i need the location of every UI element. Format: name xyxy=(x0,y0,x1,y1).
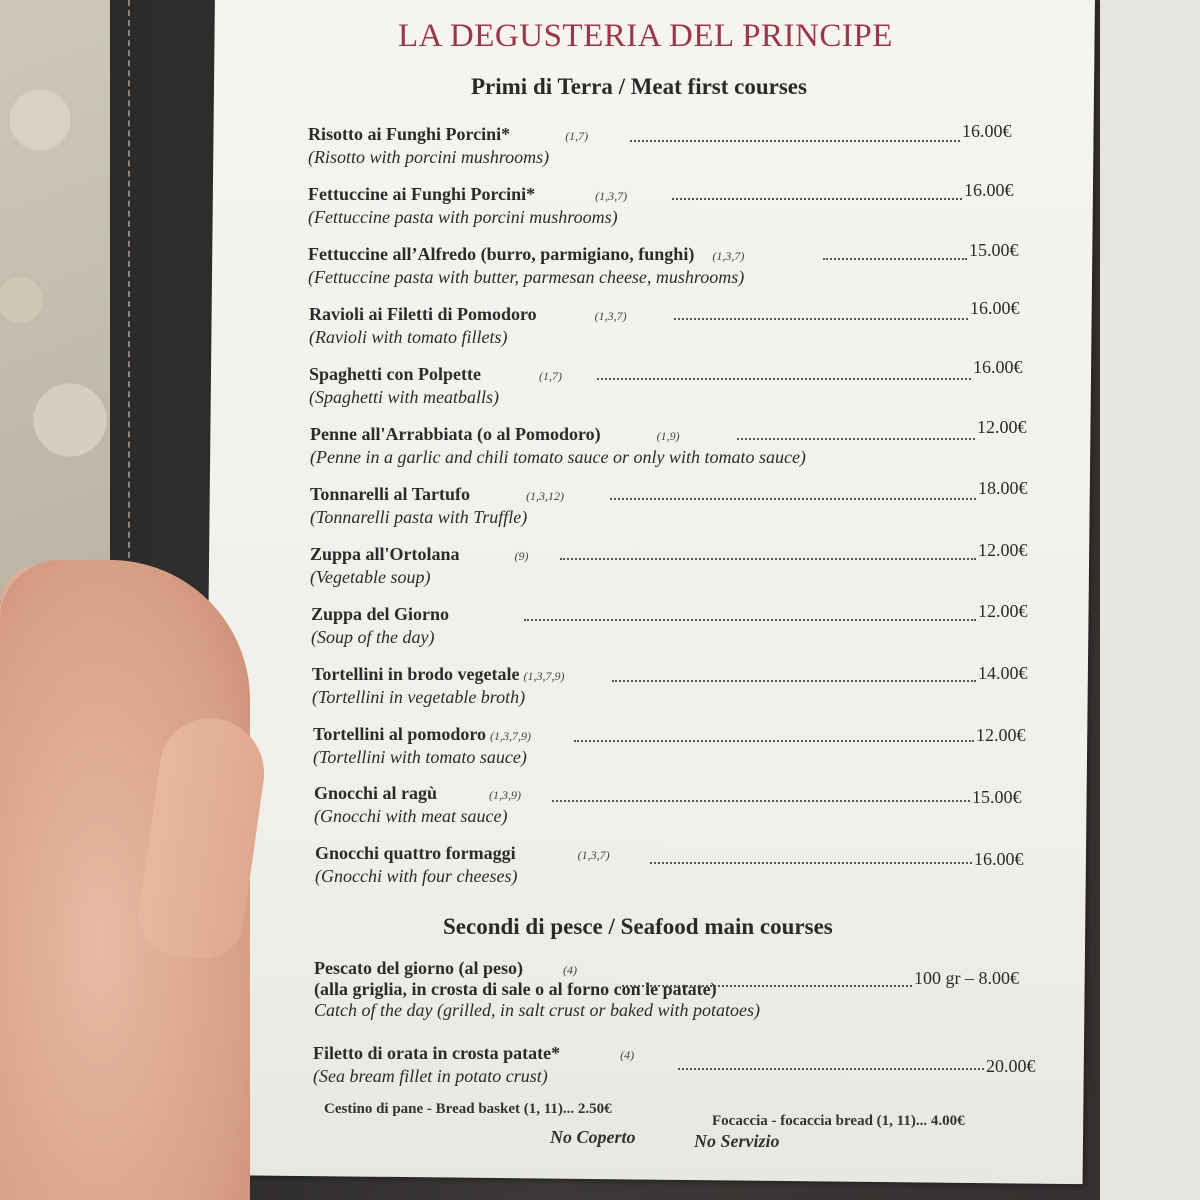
restaurant-name: LA DEGUSTERIA DEL PRINCIPE xyxy=(398,18,893,54)
menu-item-name: Tortellini in brodo vegetale xyxy=(312,664,520,684)
menu-item-translation: (Fettuccine pasta with porcini mushrooms) xyxy=(308,207,618,227)
menu-item-name: Filetto di orata in crosta patate* xyxy=(313,1043,561,1063)
menu-item-name: Fettuccine ai Funghi Porcini* xyxy=(308,184,536,204)
menu-item-translation: (Sea bream fillet in potato crust) xyxy=(313,1066,548,1086)
menu-item-name: Zuppa del Giorno xyxy=(311,604,450,624)
allergen-codes: (1,3,12) xyxy=(526,489,565,503)
menu-item-price: 15.00€ xyxy=(969,240,1019,260)
menu-item-price: 16.00€ xyxy=(970,298,1020,318)
dot-leader xyxy=(552,800,970,802)
dot-leader xyxy=(672,198,962,200)
dot-leader xyxy=(674,318,968,320)
menu-item-name: Ravioli ai Filetti di Pomodoro xyxy=(309,304,537,324)
dot-leader xyxy=(524,619,976,621)
menu-item-translation: (Tortellini with tomato sauce) xyxy=(313,747,527,767)
bread-basket-note: Cestino di pane - Bread basket (1, 11)... 2.50€ xyxy=(324,1101,612,1117)
section-title-first-courses: Primi di Terra / Meat first courses xyxy=(471,74,807,99)
menu-item xyxy=(308,244,744,288)
no-servizio-note: No Servizio xyxy=(694,1131,780,1151)
menu-item xyxy=(309,364,562,408)
allergen-codes: (1,3,7) xyxy=(712,249,745,263)
menu-item-translation: (Tonnarelli pasta with Truffle) xyxy=(310,507,528,527)
menu-item xyxy=(312,664,565,708)
menu-item-translation: (Ravioli with tomato fillets) xyxy=(309,327,508,347)
menu-item-price: 15.00€ xyxy=(972,787,1022,807)
dot-leader xyxy=(612,680,976,682)
allergen-codes: (1,9) xyxy=(656,429,680,443)
allergen-codes: (1,3,7,9) xyxy=(523,669,565,683)
menu-item-name: Tortellini al pomodoro xyxy=(313,724,487,744)
allergen-codes: (1,3,9) xyxy=(489,788,522,802)
menu-item-name: Gnocchi al ragù xyxy=(314,783,438,803)
menu-item xyxy=(313,724,531,768)
menu-item-price: 18.00€ xyxy=(978,478,1028,498)
menu-item xyxy=(314,783,521,827)
menu-item-translation: (Risotto with porcini mushrooms) xyxy=(308,147,550,167)
allergen-codes: (9) xyxy=(514,549,529,563)
allergen-codes: (1,3,7) xyxy=(577,848,610,862)
menu-item-translation: (Gnocchi with meat sauce) xyxy=(314,806,508,826)
dot-leader xyxy=(560,558,976,560)
menu-item-translation: (Penne in a garlic and chili tomato sauce or only with tomato sauce) xyxy=(310,447,806,467)
menu-item-price: 16.00€ xyxy=(973,357,1023,377)
dot-leader xyxy=(622,985,912,987)
menu-item-name: Tonnarelli al Tartufo xyxy=(310,484,471,504)
menu-item xyxy=(308,184,627,228)
menu-item-name: Gnocchi quattro formaggi xyxy=(315,843,516,863)
menu-item xyxy=(311,604,455,648)
dot-leader xyxy=(823,258,967,260)
menu-item-translation: (Tortellini in vegetable broth) xyxy=(312,687,526,707)
menu-item xyxy=(310,484,564,528)
menu-item xyxy=(310,544,529,588)
dot-leader xyxy=(610,498,976,500)
menu-item xyxy=(313,1043,634,1087)
menu-item-translation: (Gnocchi with four cheeses) xyxy=(315,866,518,886)
dot-leader xyxy=(597,378,971,380)
menu-item-price: 12.00€ xyxy=(977,417,1027,437)
allergen-codes: (1,7) xyxy=(565,129,589,143)
menu-item-price: 16.00€ xyxy=(962,121,1012,141)
menu-item-price: 14.00€ xyxy=(978,663,1028,683)
menu-item-price: 12.00€ xyxy=(978,540,1028,560)
menu-item-price: 12.00€ xyxy=(978,601,1028,621)
menu-item-translation: (Vegetable soup) xyxy=(310,567,431,587)
menu-item-name: Risotto ai Funghi Porcini* xyxy=(308,124,511,144)
allergen-codes: (1,7) xyxy=(538,369,562,383)
menu-item-price: 20.00€ xyxy=(986,1056,1036,1076)
focaccia-note: Focaccia - focaccia bread (1, 11)... 4.00€ xyxy=(712,1113,965,1129)
menu-item-translation: Catch of the day (grilled, in salt crust or baked with potatoes) xyxy=(314,1000,760,1020)
menu-item-translation: (Fettuccine pasta with butter, parmesan cheese, mushrooms) xyxy=(308,267,745,287)
menu-item-name: Penne all'Arrabbiata (o al Pomodoro) xyxy=(310,424,601,444)
menu-item-price: 16.00€ xyxy=(964,180,1014,200)
menu-item xyxy=(315,843,610,887)
allergen-codes: (4) xyxy=(562,963,577,977)
menu-item-name: Zuppa all'Ortolana xyxy=(310,544,460,564)
allergen-codes: (1,3,7) xyxy=(595,189,628,203)
menu-item xyxy=(314,958,760,1021)
section-title-seafood: Secondi di pesce / Seafood main courses xyxy=(443,914,833,939)
dot-leader xyxy=(574,740,974,742)
menu-item-translation: (Spaghetti with meatballs) xyxy=(309,387,499,407)
dot-leader xyxy=(630,140,960,142)
menu-item xyxy=(309,304,627,348)
menu-item-price: 16.00€ xyxy=(974,849,1024,869)
no-coperto-note: No Coperto xyxy=(550,1127,636,1147)
menu-item xyxy=(310,424,806,468)
menu-item-preparation: (alla griglia, in crosta di sale o al forno con le patate) xyxy=(314,979,717,999)
menu-item-translation: (Soup of the day) xyxy=(311,627,435,647)
menu-item xyxy=(308,124,588,168)
facing-page xyxy=(1100,0,1200,1200)
dot-leader xyxy=(650,862,972,864)
menu-item-name: Pescato del giorno (al peso) xyxy=(314,958,523,978)
menu-item-name: Fettuccine all’Alfredo (burro, parmigiano, funghi) xyxy=(308,244,695,264)
allergen-codes: (1,3,7) xyxy=(594,309,627,323)
menu-item-name: Spaghetti con Polpette xyxy=(309,364,481,384)
allergen-codes: (1,3,7,9) xyxy=(490,729,532,743)
dot-leader xyxy=(678,1068,984,1070)
allergen-codes: (4) xyxy=(620,1048,635,1062)
menu-item-price: 100 gr – 8.00€ xyxy=(914,968,1019,988)
menu-item-price: 12.00€ xyxy=(976,725,1026,745)
dot-leader xyxy=(737,438,975,440)
